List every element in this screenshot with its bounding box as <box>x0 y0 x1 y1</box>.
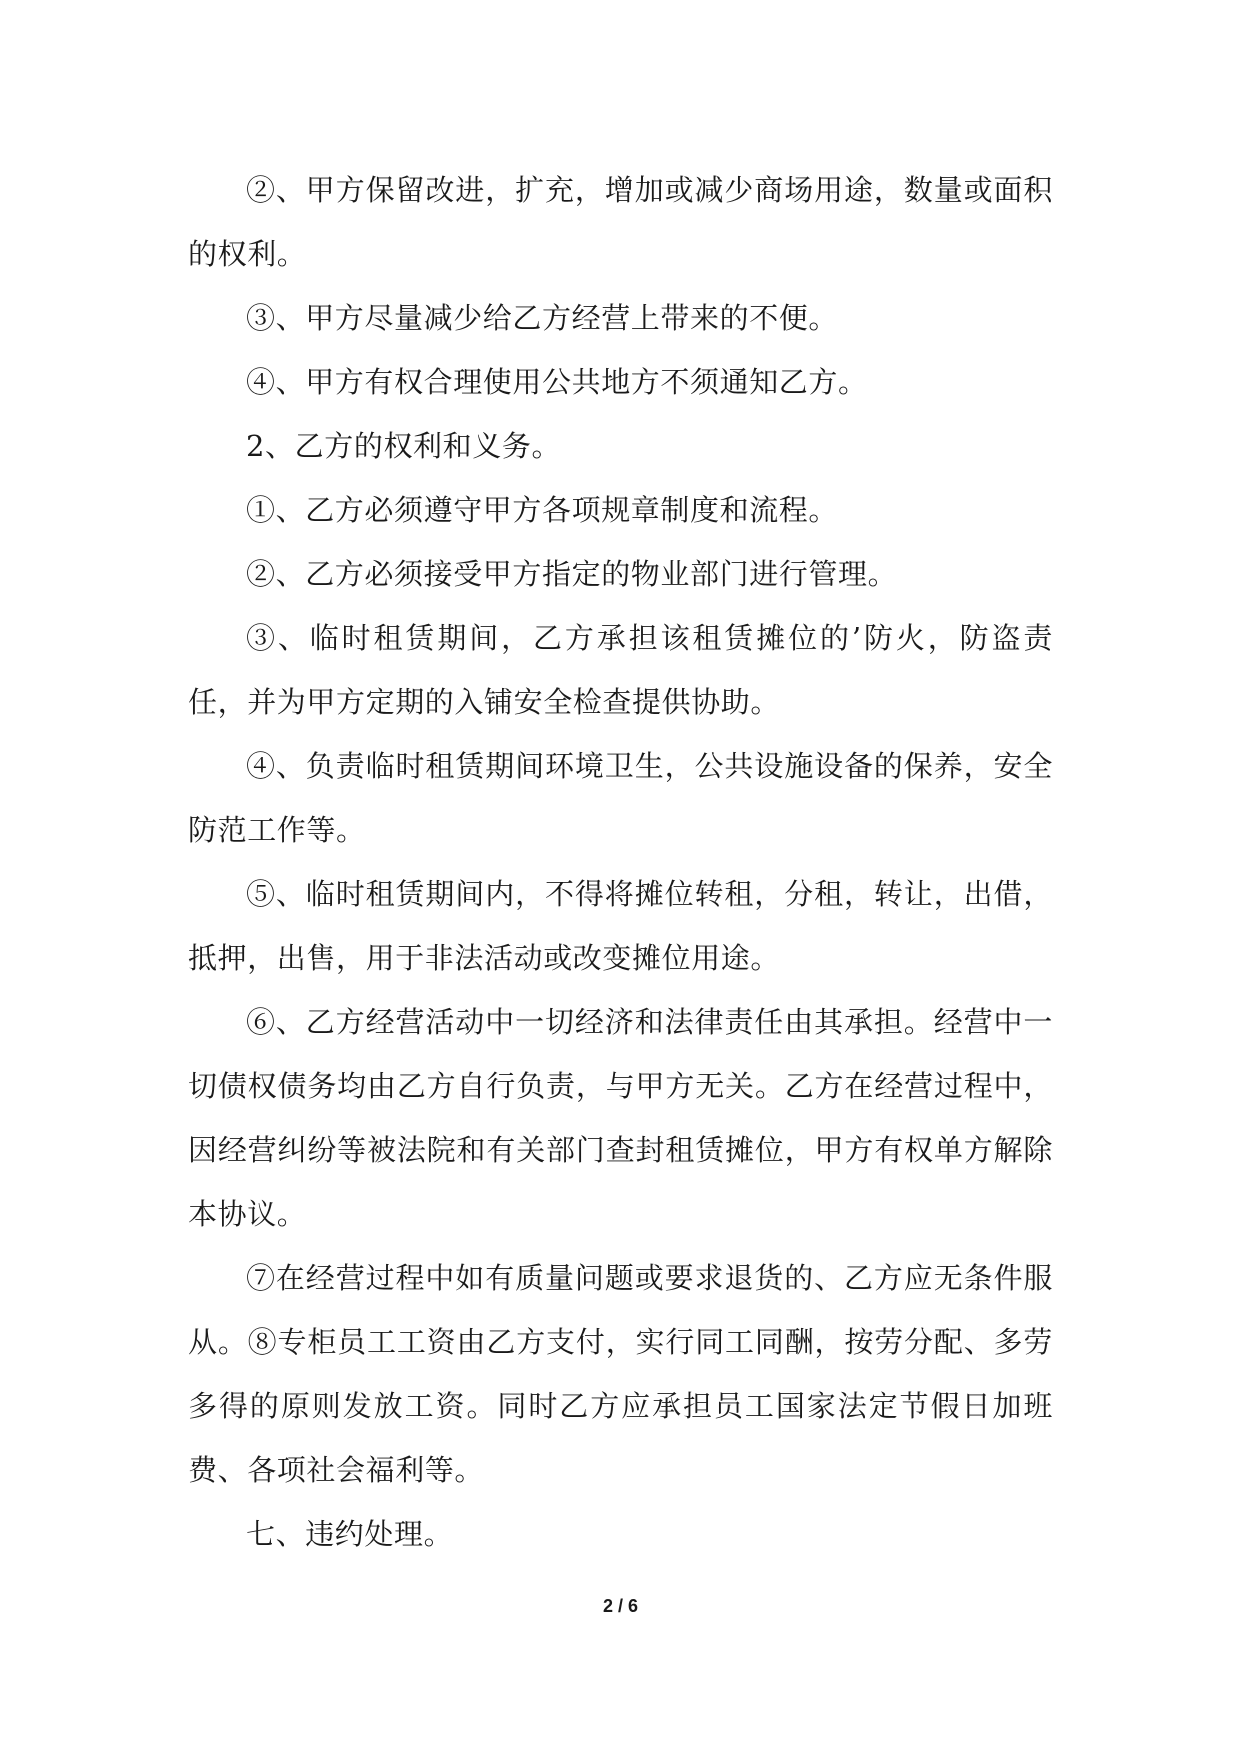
paragraph-tenant-duty-6: ⑥、乙方经营活动中一切经济和法律责任由其承担。经营中一切债权债务均由乙方自行负责，与甲方无关。乙方在经营过程中，因经营纠纷等被法院和有关部门查封租赁摊位，甲方有权单方解除本协议。 <box>188 1005 1053 1231</box>
paragraph-landlord-right-3: ③、甲方尽量减少给乙方经营上带来的不便。 <box>246 301 839 335</box>
paragraph-tenant-duty-2: ②、乙方必须接受甲方指定的物业部门进行管理。 <box>246 557 898 591</box>
page-number: 2 / 6 <box>602 1596 639 1616</box>
paragraph-tenant-duty-4: ④、负责临时租赁期间环境卫生，公共设施设备的保养，安全防范工作等。 <box>188 749 1053 847</box>
paragraph-landlord-right-4: ④、甲方有权合理使用公共地方不须通知乙方。 <box>246 365 868 399</box>
paragraph-tenant-duty-5: ⑤、临时租赁期间内，不得将摊位转租，分租，转让，出借，抵押，出售，用于非法活动或改变摊位用途。 <box>188 877 1053 975</box>
document-body <box>188 158 1053 1566</box>
paragraph-landlord-right-2: ②、甲方保留改进，扩充，增加或减少商场用途，数量或面积的权利。 <box>188 173 1053 271</box>
paragraph-tenant-duty-3: ③、临时租赁期间，乙方承担该租赁摊位的’防火，防盗责任，并为甲方定期的入铺安全检查提供协助。 <box>188 621 1053 719</box>
paragraph-tenant-duty-1: ①、乙方必须遵守甲方各项规章制度和流程。 <box>246 493 839 527</box>
paragraph-tenant-duty-7-8: ⑦在经营过程中如有质量问题或要求退货的、乙方应无条件服从。⑧专柜员工工资由乙方支付，实行同工同酬，按劳分配、多劳多得的原则发放工资。同时乙方应承担员工国家法定节假日加班费、各项社会福利等。 <box>188 1261 1053 1487</box>
section-heading-breach: 七、违约处理。 <box>246 1517 454 1551</box>
section-heading-tenant-rights: 2、乙方的权利和义务。 <box>246 429 562 463</box>
